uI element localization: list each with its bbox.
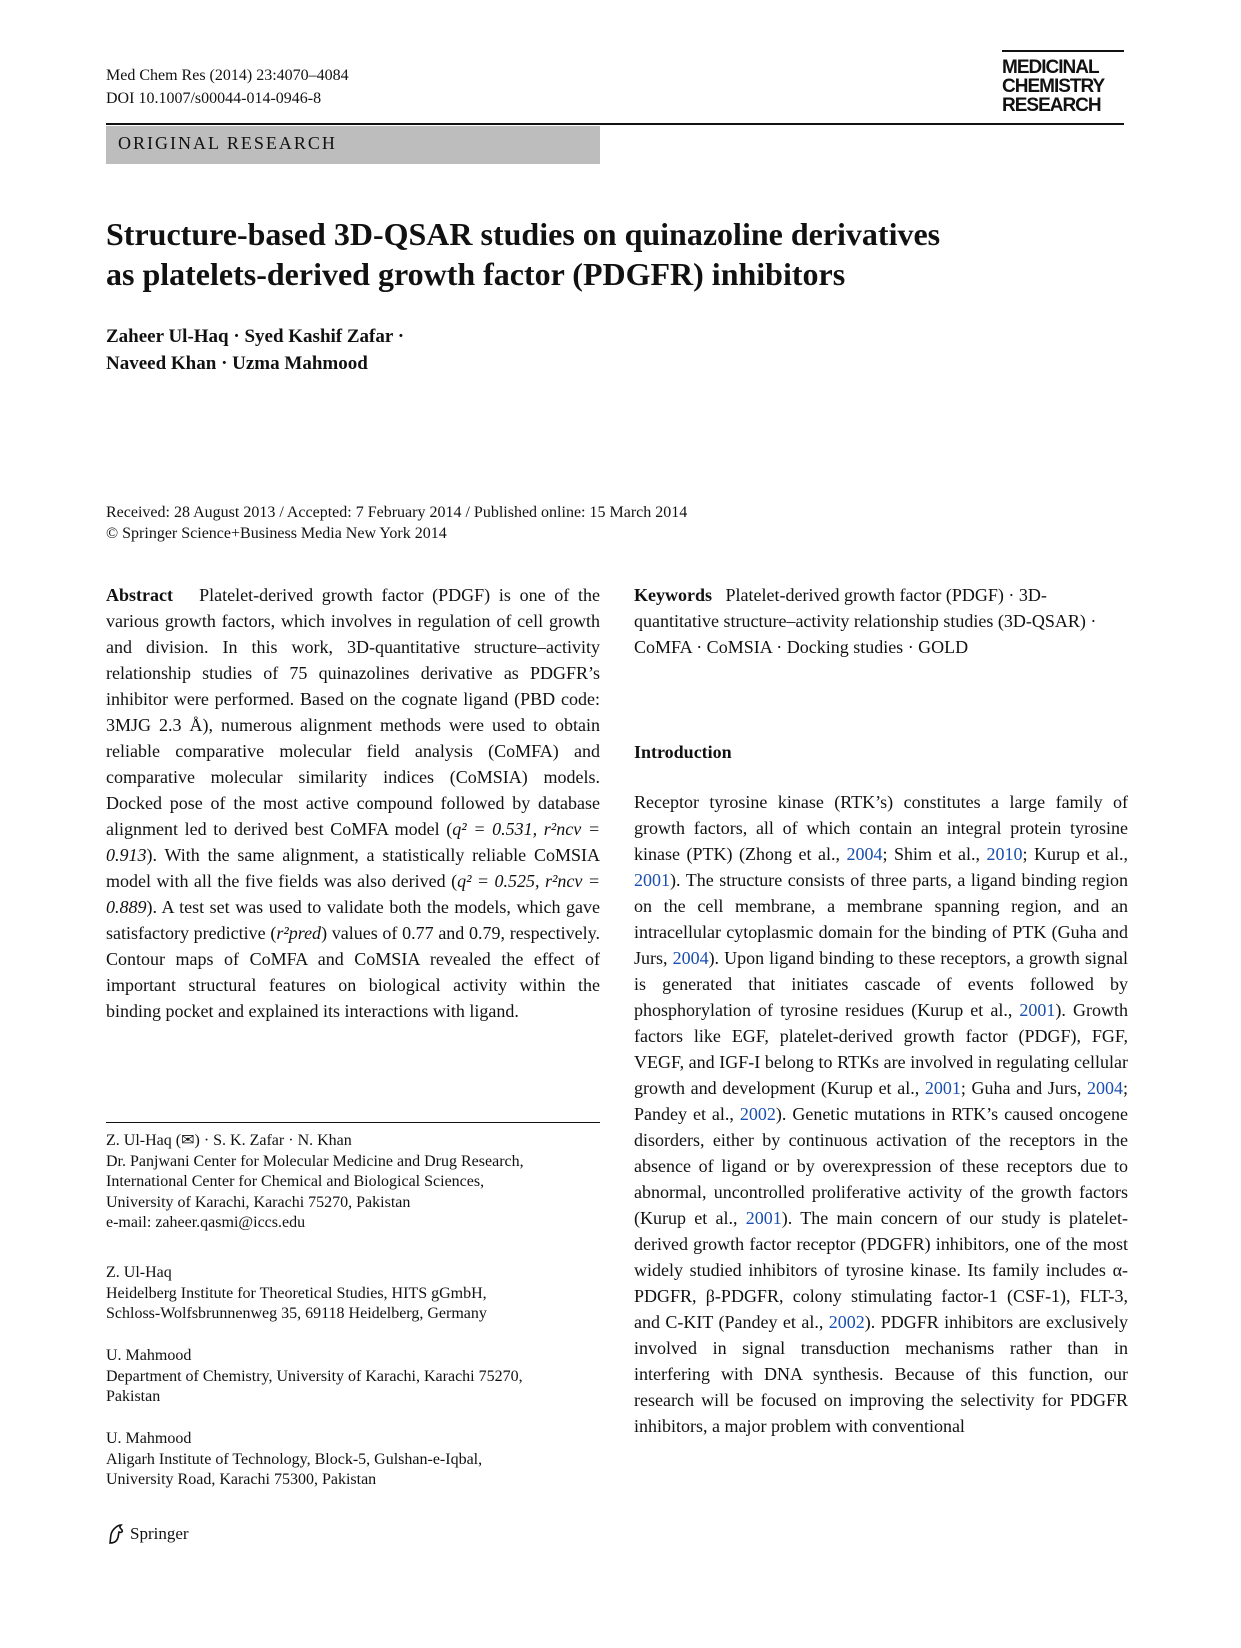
citation-link[interactable]: 2002 (739, 1104, 776, 1124)
logo-line: MEDICINAL (1002, 57, 1099, 78)
logo-line: CHEMISTRY (1002, 76, 1105, 97)
intro-text: ). Genetic mutations in RTK’s caused oncogene disorders, either by continuous activation of the receptors in the absence of ligand or by overexpression of these receptors due to abnormal, uncontrolled proliferative activity of the growth factors (Kurup et al., (634, 1104, 1128, 1228)
affiliation-block (106, 1429, 600, 1491)
author-line: Zaheer Ul-Haq · Syed Kashif Zafar · (106, 326, 405, 347)
affiliation-line: Dr. Panjwani Center for Molecular Medicine and Drug Research, (106, 1152, 524, 1170)
affiliation-line: International Center for Chemical and Biological Sciences, (106, 1173, 485, 1190)
citation-link[interactable]: 2004 (1087, 1078, 1123, 1098)
abstract (106, 582, 600, 1024)
author-list (106, 323, 404, 377)
section-heading: Introduction (634, 742, 732, 762)
logo-line: RESEARCH (1002, 95, 1101, 116)
affiliation-line: Aligarh Institute of Technology, Block-5, Gulshan-e-Iqbal, (106, 1450, 483, 1468)
journal-citation: Med Chem Res (2014) 23:4070–4084 (106, 67, 349, 84)
affiliation-block (106, 1346, 600, 1408)
citation-link[interactable]: 2001 (1019, 1000, 1056, 1020)
title-line: Structure-based 3D-QSAR studies on quinazoline derivatives (106, 216, 941, 252)
abstract-text: ) values of 0.77 and 0.79, respectively. Contour maps of CoMFA and CoMSIA revealed the effect of important structural features on biological activity within the binding pocket and explained its interactions with ligand. (106, 923, 600, 1021)
citation-link[interactable]: 2004 (846, 844, 883, 864)
intro-text: ). PDGFR inhibitors are exclusively involved in signal transduction mechanisms rather than in interfering with DNA synthesis. Because of this function, our research will be focused on improving the selectivity for PDGFR inhibitors, a major problem with conventional (634, 1312, 1128, 1436)
citation-link[interactable]: 2004 (672, 948, 709, 968)
journal-logo (1002, 50, 1124, 115)
intro-text: Receptor tyrosine kinase (RTK’s) constitutes a large family of growth factors, all of which contain an integral protein tyrosine kinase (PTK) (Zhong et al., (634, 792, 1128, 864)
intro-text: ). Growth factors like EGF, platelet-derived growth factor (PDGF), FGF, VEGF, and IGF-I belong to RTKs are involved in regulating cellular growth and development (Kurup et al., (634, 1000, 1128, 1098)
keywords (634, 582, 1128, 660)
journal-citation-block (106, 64, 349, 110)
affiliation-line: University of Karachi, Karachi 75270, Pakistan (106, 1193, 411, 1211)
intro-text: ). The main concern of our study is platelet-derived growth factor receptor (PDGFR) inhibitors, one of the most widely studied inhibitors of tyrosine kinase. Its family includes α-PDGFR, β-PDGFR, colony stimulating factor-1 (CSF-1), FLT-3, and C-KIT (Pandey et al., (634, 1208, 1129, 1332)
abstract-stat: q² = 0.531, r²ncv = 0.913 (106, 819, 600, 865)
keywords-text: Platelet-derived growth factor (PDGF) · 3D-quantitative structure–activity relationship studies (3D-QSAR) · CoMFA · CoMSIA · Docking studies · GOLD (634, 585, 1097, 657)
springer-horse-icon (106, 1523, 126, 1545)
affiliation-rule (106, 1122, 600, 1123)
publisher-footer (106, 1523, 189, 1545)
section-tag: ORIGINAL RESEARCH (106, 126, 600, 164)
intro-text: ; Kurup et al., (1022, 844, 1128, 864)
copyright-notice: © Springer Science+Business Media New York 2014 (106, 525, 447, 542)
citation-link[interactable]: 2010 (986, 844, 1023, 864)
abstract-label: Abstract (106, 585, 173, 605)
affiliation-block (106, 1263, 600, 1325)
author-line: Naveed Khan · Uzma Mahmood (106, 353, 368, 374)
affiliation-names: Z. Ul-Haq (✉) · S. K. Zafar · N. Khan (106, 1132, 352, 1149)
affiliation-line: Schloss-Wolfsbrunnenweg 35, 69118 Heidelberg, Germany (106, 1305, 487, 1322)
intro-text: ; Shim et al., (882, 844, 987, 864)
citation-link[interactable]: 2001 (924, 1078, 961, 1098)
affiliation-line: University Road, Karachi 75300, Pakistan (106, 1471, 377, 1488)
title-line: as platelets-derived growth factor (PDGFR) inhibitors (106, 256, 846, 292)
citation-link[interactable]: 2001 (634, 870, 670, 890)
abstract-text: Platelet-derived growth factor (PDGF) is one of the various growth factors, which involves in regulation of cell growth and division. In this work, 3D-quantitative structure–activity relationship studies of 75 quinazolines derivative as PDGFR’s inhibitor were performed. Based on the cognate ligand (PBD code: 3MJG 2.3 Å), numerous alignment methods were used to obtain reliable comparative molecular field analysis (CoMFA) and comparative molecular similarity indices (CoMSIA) models. Docked pose of the most active compound followed by database alignment led to derived best CoMFA model ( (106, 585, 601, 839)
affiliation-line: Department of Chemistry, University of Karachi, Karachi 75270, (106, 1367, 523, 1385)
keywords-label: Keywords (634, 585, 712, 605)
introduction-text (634, 789, 1128, 1439)
abstract-stat: q² = 0.525, r²ncv = 0.889 (106, 871, 600, 917)
header-rule (106, 123, 1124, 125)
citation-link[interactable]: 2001 (745, 1208, 782, 1228)
article-dates (106, 502, 687, 544)
affiliation-names: Z. Ul-Haq (106, 1264, 172, 1281)
abstract-text: ). A test set was used to validate both the models, which gave satisfactory predictive ( (106, 897, 600, 943)
article-title (106, 214, 1066, 294)
citation-link[interactable]: 2002 (828, 1312, 865, 1332)
publication-history: Received: 28 August 2013 / Accepted: 7 February 2014 / Published online: 15 March 2014 (106, 504, 688, 521)
intro-text: ; Pandey et al., (634, 1078, 1129, 1124)
intro-text: ; Guha and Jurs, (960, 1078, 1087, 1098)
affiliation-line: Pakistan (106, 1388, 161, 1405)
affiliation-email[interactable]: e-mail: zaheer.qasmi@iccs.edu (106, 1214, 306, 1231)
abstract-text: ). With the same alignment, a statistically reliable CoMSIA model with all the five fields was also derived ( (106, 845, 600, 891)
publisher-name: Springer (130, 1524, 189, 1543)
intro-text: ). The structure consists of three parts, a ligand binding region on the cell membrane, a membrane spanning region, and an intracellular cytoplasmic domain for the binding of PTK (Guha and Jurs, (634, 870, 1128, 968)
affiliation-line: Heidelberg Institute for Theoretical Studies, HITS gGmbH, (106, 1284, 487, 1302)
affiliation-names: U. Mahmood (106, 1347, 192, 1364)
affiliation-names: U. Mahmood (106, 1430, 192, 1447)
abstract-stat: r²pred (276, 923, 322, 943)
intro-text: ). Upon ligand binding to these receptors, a growth signal is generated that initiates cascade of events followed by phosphorylation of tyrosine residues (Kurup et al., (634, 948, 1128, 1020)
affiliation-block (106, 1131, 600, 1234)
journal-doi: DOI 10.1007/s00044-014-0946-8 (106, 90, 322, 107)
